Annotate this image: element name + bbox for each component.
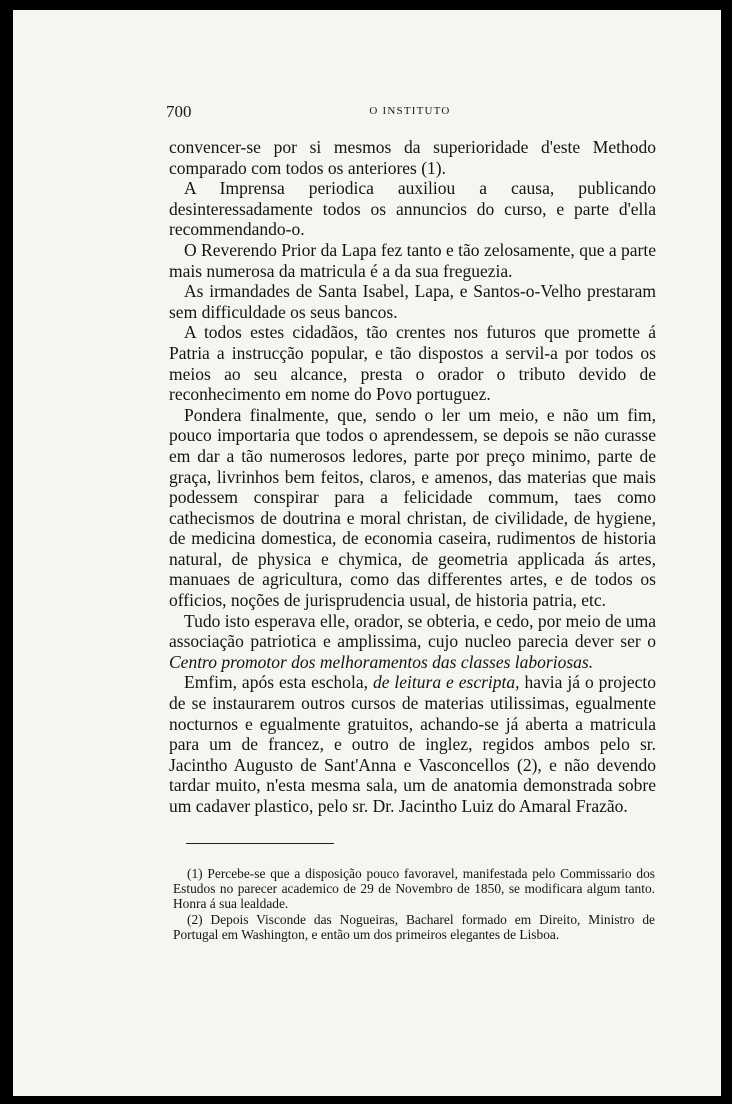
footnote-1: (1) Percebe-se que a disposição pouco favoravel, manifestada pelo Commissario dos Estudos no parecer academico de 29 de Novembro de 1850, se modificara algum tanto. Honra á sua lealdade.	[173, 866, 655, 912]
paragraph-7-text: Tudo isto esperava elle, orador, se obteria, e cedo, por meio de uma associação patriotica e amplissima, cujo nucleo parecia dever ser o	[169, 610, 656, 652]
paragraph-3: O Reverendo Prior da Lapa fez tanto e tão zelosamente, que a parte mais numerosa da matricula é a da sua freguezia.	[169, 239, 656, 281]
footnotes	[173, 866, 655, 942]
page-number: 700	[166, 102, 192, 121]
paragraph-8-italic: de leitura e escripta,	[372, 672, 520, 693]
paragraph-7	[169, 611, 656, 673]
paragraph-8-text-a: Emfim, após esta eschola,	[184, 672, 373, 693]
paragraph-8-text-b: havia já o projecto de se instaurarem outros cursos de materias utilissimas, egualmente nocturnos e egualmente gratuitos, achando-se já aberta a matricula para um de francez, e outro de inglez, regidos ambos pelo sr. Jacintho Augusto de Sant'Anna e Vasconcellos (2), e não devendo tardar muito, n'esta mesma sala, um de anatomia demonstrada sobre um cadaver plastico, pelo sr. Dr. Jacintho Luiz do Amaral Frazão.	[169, 672, 656, 816]
footnote-rule	[186, 843, 334, 844]
paragraph-7-italic: Centro promotor dos melhoramentos das classes laboriosas.	[169, 651, 594, 672]
paragraph-5: A todos estes cidadãos, tão crentes nos futuros que promette á Patria a instrucção popular, e tão dispostos a servil-a por todos os meios ao seu alcance, presta o orador o tributo devido de reconhecimento em nome do Povo portuguez.	[169, 322, 656, 405]
body-text	[169, 137, 656, 817]
page-header	[166, 102, 654, 124]
paragraph-4: As irmandades de Santa Isabel, Lapa, e Santos-o-Velho prestaram sem difficuldade os seus bancos.	[169, 281, 656, 322]
running-title: O INSTITUTO	[369, 105, 451, 117]
paragraph-2: A Imprensa periodica auxiliou a causa, publicando desinteressadamente todos os annuncios do curso, e parte d'ella recommendando-o.	[169, 178, 656, 240]
paragraph-1: convencer-se por si mesmos da superioridade d'este Methodo comparado com todos os anteriores (1).	[169, 137, 656, 178]
footnote-2: (2) Depois Visconde das Nogueiras, Bacharel formado em Direito, Ministro de Portugal em Washington, e então um dos primeiros elegantes de Lisboa.	[173, 911, 655, 942]
paragraph-8	[169, 672, 656, 816]
book-page	[13, 10, 721, 1096]
paragraph-6: Pondera finalmente, que, sendo o ler um meio, e não um fim, pouco importaria que todos o aprendessem, se depois se não curasse em dar a tão numerosos ledores, parte por preço minimo, parte de graça, livrinhos bem feitos, claros, e amenos, das materias que mais podessem conspirar para a felicidade commum, taes como cathecismos de doutrina e moral christan, de civilidade, de hygiene, de medicina domestica, de economia caseira, rudimentos de historia natural, de physica e chymica, de geometria applicada ás artes, manuaes de agricultura, como das differentes artes, e de todos os officios, noções de jurisprudencia usual, de historia patria, etc.	[169, 404, 656, 611]
